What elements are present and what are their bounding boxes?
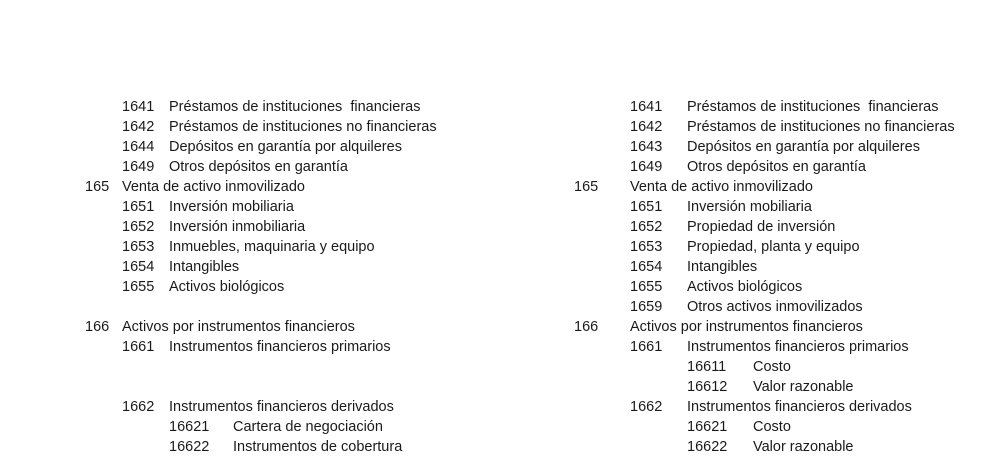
account-code: 16621 <box>687 419 728 435</box>
account-label: Inversión inmobiliaria <box>169 219 306 235</box>
account-code: 16622 <box>169 439 210 455</box>
account-row <box>0 437 1003 457</box>
account-label: Intangibles <box>169 259 240 275</box>
account-code: 1653 <box>630 239 663 255</box>
right-account-column <box>0 97 1003 457</box>
account-code: 1642 <box>630 119 663 135</box>
account-label: Inversión mobiliaria <box>169 199 294 215</box>
account-row <box>0 197 1003 217</box>
account-code: 1652 <box>630 219 663 235</box>
account-code: 1641 <box>630 99 663 115</box>
account-code: 1643 <box>630 139 663 155</box>
account-label: Inmuebles, maquinaria y equipo <box>169 239 375 255</box>
account-code: 1654 <box>122 259 155 275</box>
account-code: 1649 <box>122 159 155 175</box>
account-label: Intangibles <box>687 259 758 275</box>
account-code: 1641 <box>122 99 155 115</box>
account-code: 1649 <box>630 159 663 175</box>
account-row <box>0 97 1003 117</box>
account-code: 1661 <box>630 339 663 355</box>
account-row <box>0 297 1003 317</box>
account-row <box>0 137 1003 157</box>
account-row <box>0 217 1003 237</box>
account-code: 1652 <box>122 219 155 235</box>
account-row <box>0 157 1003 177</box>
account-row <box>0 337 1003 357</box>
account-row <box>0 117 1003 137</box>
account-label: Depósitos en garantía por alquileres <box>687 139 920 155</box>
account-label: Activos biológicos <box>687 279 803 295</box>
account-label: Venta de activo inmovilizado <box>122 179 305 195</box>
account-code: 16621 <box>169 419 210 435</box>
account-label: Instrumentos financieros derivados <box>169 399 394 415</box>
account-code: 1662 <box>630 399 663 415</box>
account-label: Instrumentos financieros primarios <box>169 339 391 355</box>
account-label: Otros depósitos en garantía <box>687 159 866 175</box>
account-code: 165 <box>85 179 110 195</box>
account-row <box>0 257 1003 277</box>
account-label: Inversión mobiliaria <box>687 199 812 215</box>
account-code: 1655 <box>630 279 663 295</box>
account-label: Otros activos inmovilizados <box>687 299 863 315</box>
account-label: Costo <box>753 419 791 435</box>
account-row <box>0 317 1003 337</box>
account-label: Instrumentos de cobertura <box>233 439 403 455</box>
account-row <box>0 397 1003 417</box>
account-row <box>0 377 1003 397</box>
account-code: 1651 <box>122 199 155 215</box>
account-code: 166 <box>85 319 110 335</box>
account-code: 16612 <box>687 379 728 395</box>
account-row <box>0 237 1003 257</box>
account-label: Otros depósitos en garantía <box>169 159 348 175</box>
account-label: Propiedad, planta y equipo <box>687 239 860 255</box>
account-code: 1651 <box>630 199 663 215</box>
account-label: Costo <box>753 359 791 375</box>
account-label: Venta de activo inmovilizado <box>630 179 813 195</box>
account-code: 1653 <box>122 239 155 255</box>
account-code: 166 <box>574 319 599 335</box>
account-code: 1642 <box>122 119 155 135</box>
account-label: Instrumentos financieros derivados <box>687 399 912 415</box>
account-label: Activos por instrumentos financieros <box>630 319 863 335</box>
account-row <box>0 277 1003 297</box>
account-label: Préstamos de instituciones financieras <box>169 99 421 115</box>
account-row <box>0 177 1003 197</box>
account-label: Préstamos de instituciones no financieras <box>169 119 437 135</box>
account-code: 16622 <box>687 439 728 455</box>
account-code: 1661 <box>122 339 155 355</box>
account-label: Préstamos de instituciones no financieras <box>687 119 955 135</box>
account-row <box>0 417 1003 437</box>
account-label: Activos por instrumentos financieros <box>122 319 355 335</box>
account-label: Valor razonable <box>753 379 854 395</box>
account-label: Activos biológicos <box>169 279 285 295</box>
account-row <box>0 357 1003 377</box>
account-label: Cartera de negociación <box>233 419 383 435</box>
account-code: 1655 <box>122 279 155 295</box>
account-label: Instrumentos financieros primarios <box>687 339 909 355</box>
account-code: 1662 <box>122 399 155 415</box>
account-label: Propiedad de inversión <box>687 219 836 235</box>
account-code: 16611 <box>687 359 727 375</box>
account-code: 165 <box>574 179 599 195</box>
account-label: Valor razonable <box>753 439 854 455</box>
account-label: Depósitos en garantía por alquileres <box>169 139 402 155</box>
account-label: Préstamos de instituciones financieras <box>687 99 939 115</box>
account-code: 1644 <box>122 139 155 155</box>
account-code: 1659 <box>630 299 663 315</box>
account-code: 1654 <box>630 259 663 275</box>
